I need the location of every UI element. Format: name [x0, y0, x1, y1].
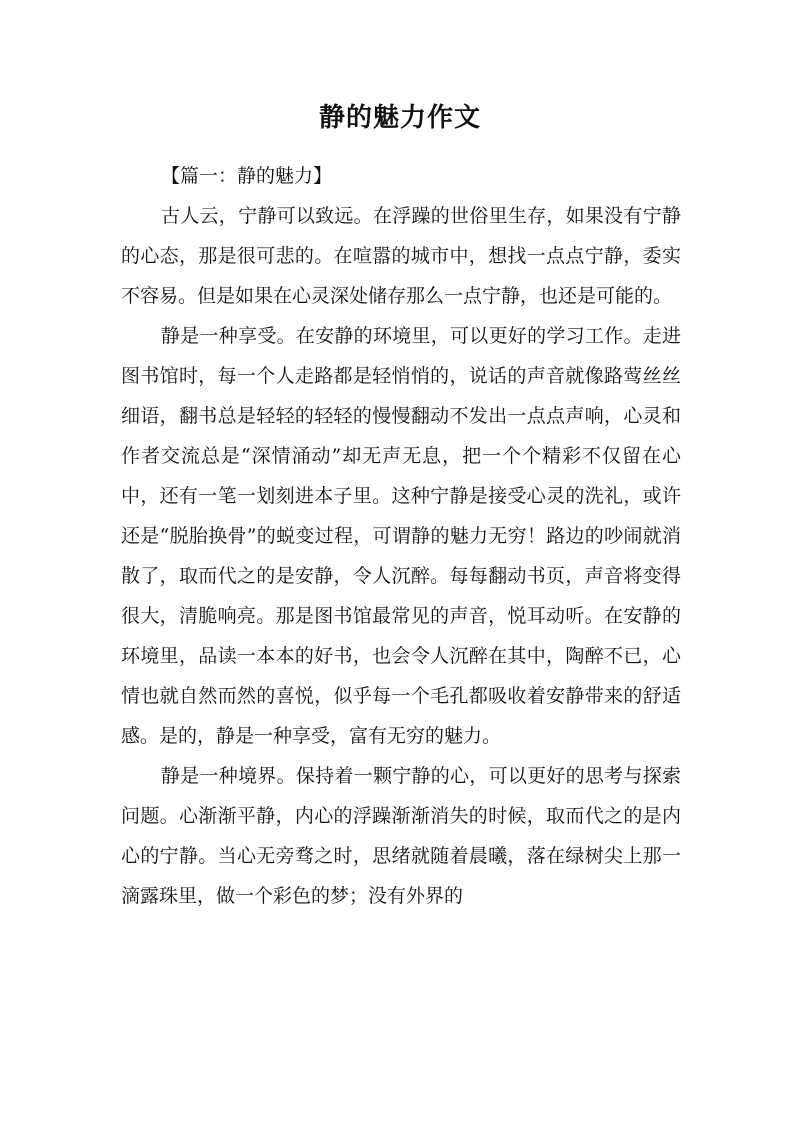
paragraph: 静是一种享受。在安静的环境里，可以更好的学习工作。走进图书馆时，每一个人走路都是轻悄悄的，说话的声音就像路莺丝丝细语，翻书总是轻轻的轻轻的慢慢翻动不发出一点点声响，心灵和作者交流总是“深情涌动”却无声无息，把一个个精彩不仅留在心中，还有一笔一划刻进本子里。这种宁静是接受心灵的洗礼，或许还是“脱胎换骨”的蜕变过程，可谓静的魅力无穷！路边的吵闹就消散了，取而代之的是安静，令人沉醉。每每翻动书页，声音将变得很大，清脆响亮。那是图书馆最常见的声音，悦耳动听。在安静的环境里，品读一本本的好书，也会令人沉醉在其中，陶醉不已，心情也就自然而然的喜悦，似乎每一个毛孔都吸收着安静带来的舒适感。是的，静是一种享受，富有无穷的魅力。	[121, 325, 681, 747]
paragraph: 古人云，宁静可以致远。在浮躁的世俗里生存，如果没有宁静的心态，那是很可悲的。在喧嚣的城市中，想找一点点宁静，委实不容易。但是如果在心灵深处储存那么一点宁静，也还是可能的。	[121, 205, 681, 307]
document-title: 静的魅力作文	[318, 103, 481, 133]
section-heading: 【篇一：静的魅力】	[161, 165, 333, 187]
document-body	[121, 156, 681, 916]
paragraph: 静是一种境界。保持着一颗宁静的心，可以更好的思考与探索问题。心渐渐平静，内心的浮躁渐渐消失的时候，取而代之的是内心的宁静。当心无旁骛之时，思绪就随着晨曦，落在绿树尖上那一滴露珠里，做一个彩色的梦；没有外界的	[121, 765, 681, 907]
